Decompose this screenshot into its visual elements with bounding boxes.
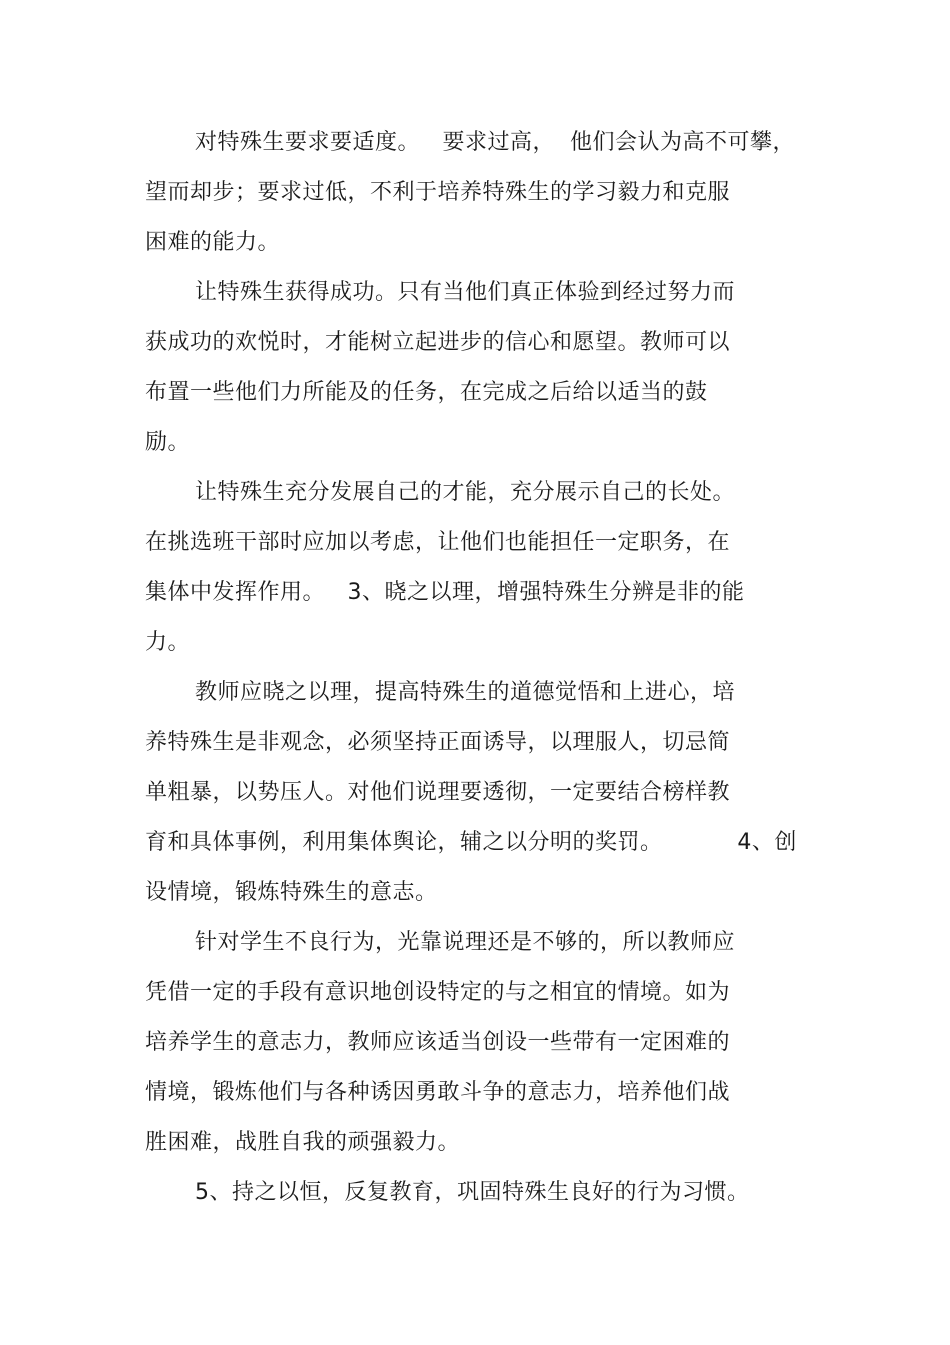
paragraph-line: 情境，锻炼他们与各种诱因勇敢斗争的意志力，培养他们战 (145, 1080, 731, 1105)
paragraph-line: 望而却步；要求过低，不利于培养特殊生的学习毅力和克服 (145, 180, 731, 205)
paragraph-line: 育和具体事例，利用集体舆论，辅之以分明的奖罚。 4、创 (145, 830, 797, 855)
paragraph-line: 困难的能力。 (145, 230, 281, 255)
paragraph-line: 在挑选班干部时应加以考虑，让他们也能担任一定职务，在 (145, 530, 731, 555)
paragraph-line: 力。 (145, 630, 191, 655)
paragraph-line: 励。 (145, 430, 191, 455)
paragraph-line: 让特殊生充分发展自己的才能，充分展示自己的长处。 (195, 480, 736, 505)
paragraph-line: 设情境，锻炼特殊生的意志。 (145, 880, 438, 905)
paragraph-line: 教师应晓之以理，提高特殊生的道德觉悟和上进心，培 (195, 680, 736, 705)
paragraph-line: 对特殊生要求要适度。 要求过高， 他们会认为高不可攀， (195, 130, 795, 155)
paragraph-line: 布置一些他们力所能及的任务，在完成之后给以适当的鼓 (145, 380, 708, 405)
paragraph-line: 让特殊生获得成功。只有当他们真正体验到经过努力而 (195, 280, 736, 305)
paragraph-line: 单粗暴，以势压人。对他们说理要透彻，一定要结合榜样教 (145, 780, 731, 805)
paragraph-line: 针对学生不良行为，光靠说理还是不够的，所以教师应 (195, 930, 736, 955)
paragraph-line: 养特殊生是非观念，必须坚持正面诱导，以理服人，切忌简 (145, 730, 731, 755)
paragraph-line: 集体中发挥作用。 3、晓之以理，增强特殊生分辨是非的能 (145, 580, 745, 605)
paragraph-line: 培养学生的意志力，教师应该适当创设一些带有一定困难的 (145, 1030, 731, 1055)
paragraph-line: 胜困难，战胜自我的顽强毅力。 (145, 1130, 461, 1155)
paragraph-line: 获成功的欢悦时，才能树立起进步的信心和愿望。教师可以 (145, 330, 731, 355)
paragraph-line: 凭借一定的手段有意识地创设特定的与之相宜的情境。如为 (145, 980, 731, 1005)
paragraph-line: 5、持之以恒，反复教育，巩固特殊生良好的行为习惯。 (195, 1180, 750, 1205)
